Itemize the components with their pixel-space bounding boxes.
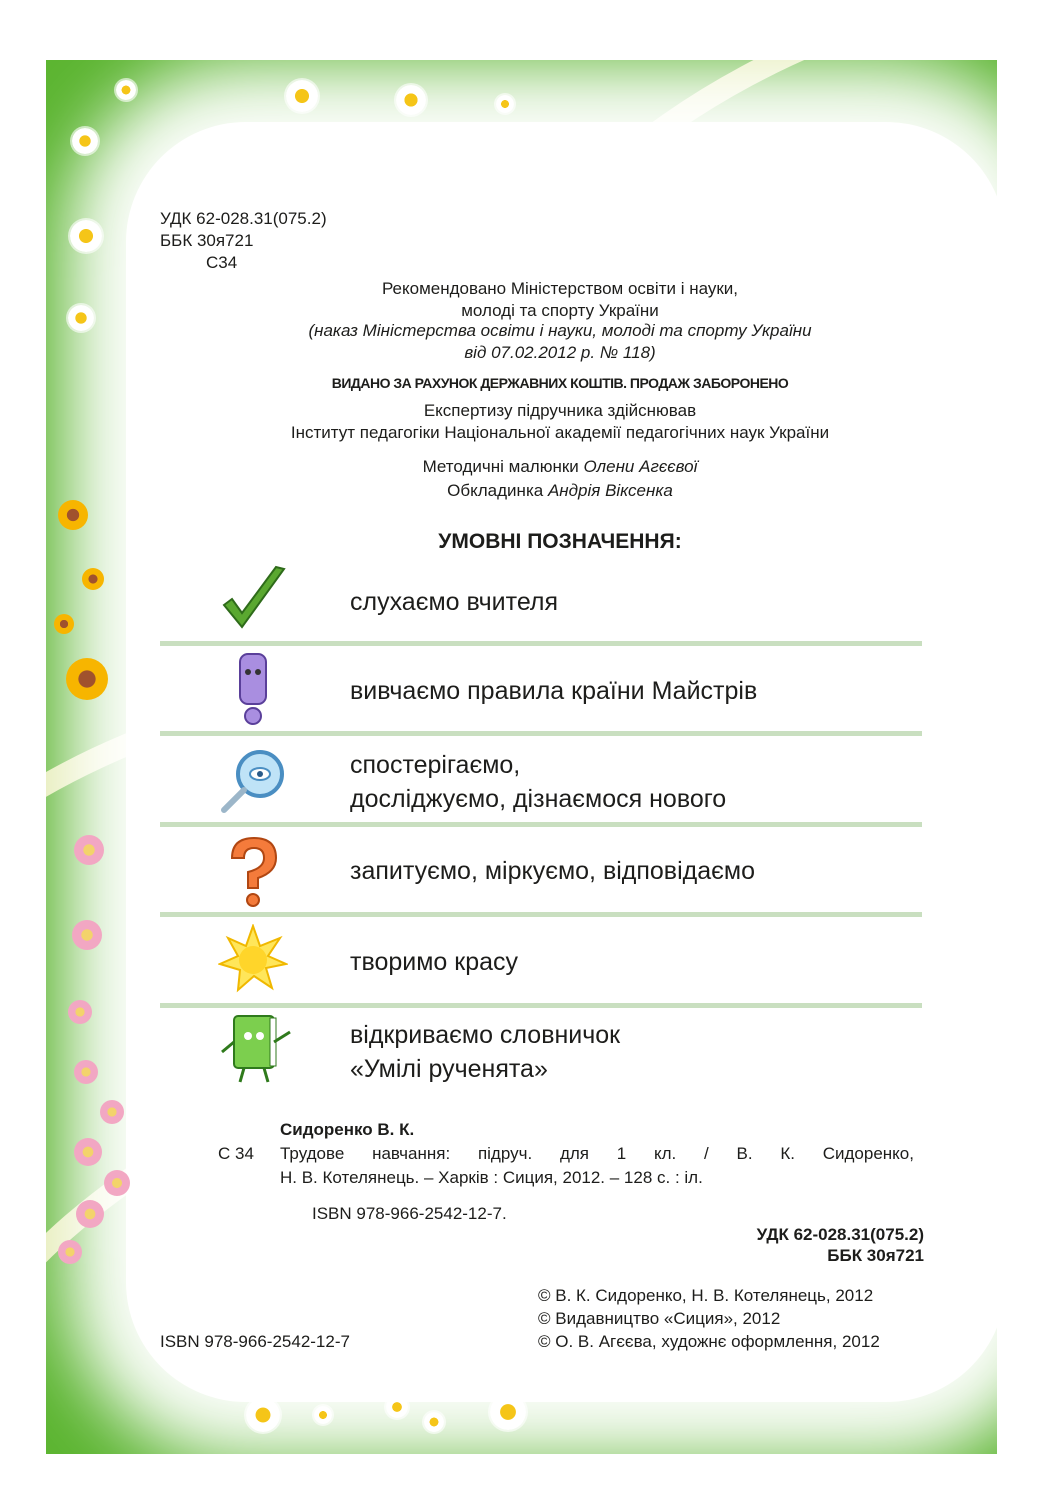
- footer-isbn: ISBN 978-966-2542-12-7: [160, 1332, 350, 1351]
- flower-icon: [104, 1170, 130, 1196]
- cover-credit: [160, 480, 960, 502]
- flower-icon: [100, 1100, 124, 1124]
- expertise-line: Експертизу підручника здійснював: [423, 401, 697, 420]
- exclamation-icon: [218, 650, 288, 728]
- question-icon: [218, 834, 288, 908]
- legend-text: досліджуємо, дізнаємося нового: [350, 785, 727, 813]
- legend-item-observe: [160, 742, 922, 822]
- credit-label: Методичні малюнки: [422, 457, 584, 476]
- divider: [160, 731, 922, 736]
- credit-name: Олени Агєєвої: [583, 457, 698, 476]
- drawings-credit: [160, 456, 960, 478]
- bib-line: Н. В. Котелянець. – Харків : Сиция, 2012. – 128 с. : іл.: [280, 1168, 703, 1187]
- recommendation-order: (наказ Міністерства освіти і науки, молоді та спорту України: [308, 321, 812, 340]
- legend-item-create: [160, 924, 922, 1004]
- flower-icon: [54, 614, 74, 634]
- legend-text: слухаємо вчителя: [350, 588, 559, 616]
- bbk-line: ББК 30я721: [160, 231, 254, 250]
- legend-text: відкриваємо словничок: [350, 1021, 621, 1049]
- daisy-icon: [396, 85, 426, 115]
- udk-line: УДК 62-028.31(075.2): [160, 209, 327, 228]
- flower-icon: [58, 1240, 82, 1264]
- legend-title: УМОВНІ ПОЗНАЧЕННЯ:: [438, 530, 682, 553]
- recommendation-order: від 07.02.2012 р. № 118): [464, 343, 656, 362]
- flower-icon: [58, 500, 88, 530]
- legend-text: вивчаємо правила країни Майстрів: [350, 677, 758, 705]
- legend-item-dictionary: [160, 1012, 922, 1092]
- recommendation-line: молоді та спорту України: [461, 301, 659, 320]
- legend-text: запитуємо, міркуємо, відповідаємо: [350, 857, 755, 885]
- magnifier-icon: [218, 746, 290, 816]
- legend-text: творимо красу: [350, 948, 519, 976]
- flower-icon: [76, 1200, 104, 1228]
- legend-text: спостерігаємо,: [350, 751, 521, 779]
- flower-icon: [74, 1060, 98, 1084]
- divider: [160, 1003, 922, 1008]
- credit-label: Обкладинка: [447, 481, 548, 500]
- divider: [160, 912, 922, 917]
- bib-isbn: ISBN 978-966-2542-12-7.: [312, 1204, 507, 1223]
- flower-icon: [74, 1138, 102, 1166]
- legend-item-question: [160, 834, 922, 914]
- legend-text: «Умілі рученята»: [350, 1055, 548, 1083]
- daisy-icon: [116, 80, 136, 100]
- daisy-icon: [496, 95, 514, 113]
- daisy-icon: [68, 305, 94, 331]
- state-funded-notice: ВИДАНО ЗА РАХУНОК ДЕРЖАВНИХ КОШТІВ. ПРОДАЖ ЗАБОРОНЕНО: [331, 375, 789, 391]
- bib-bbk: ББК 30я721: [827, 1246, 924, 1265]
- credit-name: Андрія Віксенка: [547, 481, 673, 500]
- copyright-line: © Видавництво «Сиция», 2012: [538, 1309, 781, 1328]
- bib-author: Сидоренко В. К.: [280, 1120, 415, 1139]
- copyright-line: © В. К. Сидоренко, Н. В. Котелянець, 2012: [538, 1286, 874, 1305]
- daisy-icon: [424, 1412, 444, 1432]
- divider: [160, 641, 922, 646]
- author-mark: С34: [206, 253, 238, 272]
- daisy-icon: [490, 1394, 526, 1430]
- book-icon: [218, 1012, 294, 1086]
- flower-icon: [82, 568, 104, 590]
- daisy-icon: [314, 1406, 332, 1424]
- checkmark-icon: [218, 565, 288, 635]
- daisy-icon: [72, 128, 98, 154]
- legend-item-listen: [160, 565, 922, 645]
- bib-line: Трудове навчання: підруч. для 1 кл. / В. К. Сидоренко,: [280, 1144, 914, 1163]
- expertise-line: Інститут педагогіки Національної академії педагогічних наук України: [290, 423, 830, 442]
- legend-item-rules: [160, 650, 922, 730]
- bib-udk: УДК 62-028.31(075.2): [756, 1225, 924, 1244]
- flower-icon: [74, 835, 104, 865]
- daisy-icon: [286, 80, 318, 112]
- flower-icon: [68, 1000, 92, 1024]
- daisy-icon: [70, 220, 102, 252]
- daisy-icon: [246, 1398, 280, 1432]
- daisy-icon: [386, 1396, 408, 1418]
- recommendation-line: Рекомендовано Міністерством освіти і науки,: [381, 279, 739, 298]
- bib-code: С 34: [218, 1144, 254, 1163]
- flower-icon: [72, 920, 102, 950]
- sun-icon: [218, 924, 288, 994]
- flower-icon: [66, 658, 108, 700]
- copyright-line: © О. В. Агєєва, художнє оформлення, 2012: [538, 1332, 880, 1351]
- divider: [160, 822, 922, 827]
